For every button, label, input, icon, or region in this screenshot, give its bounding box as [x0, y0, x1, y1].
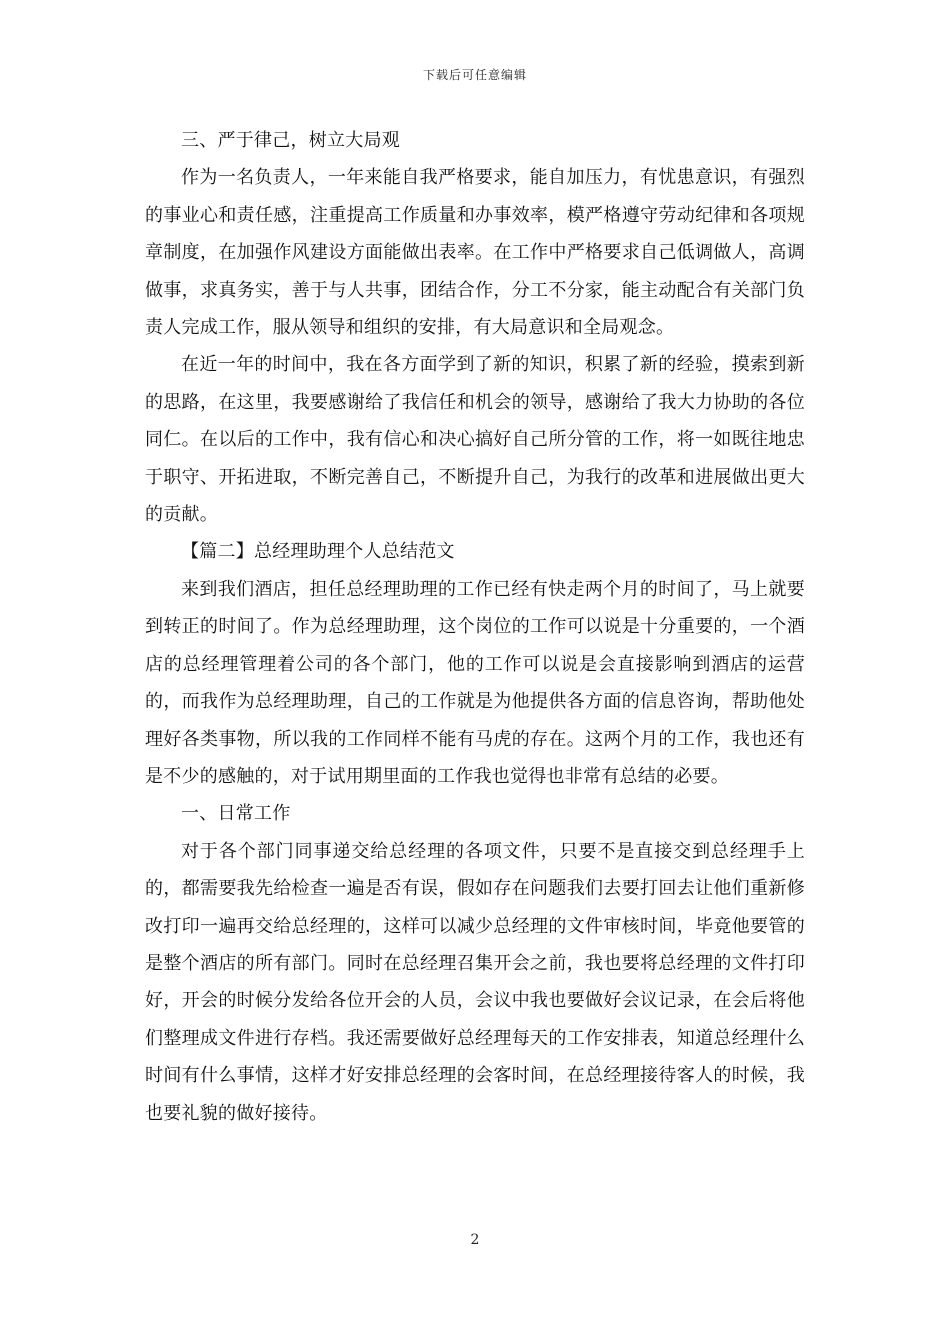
page-header: 下载后可任意编辑: [422, 68, 527, 82]
section-heading: 一、日常工作: [181, 803, 291, 825]
page-number: 2: [470, 1232, 480, 1248]
body-paragraph: 来到我们酒店，担任总经理助理的工作已经有快走两个月的时间了，马上就要到转正的时间了。作为总经理助理，这个岗位的工作可以说是十分重要的，一个酒店的总经理管理着公司的各个部门，他的工作可以说是会直接影响到酒店的运营的，而我作为总经理助理，自己的工作就是为他提供各方面的信息咨询，帮助他处理好各类事物，所以我的工作同样不能有马虎的存在。这两个月的工作，我也还有是不少的感触的，对于试用期里面的工作我也觉得也非常有总结的必要。: [145, 578, 805, 787]
section-heading: 三、严于律己，树立大局观: [181, 130, 400, 151]
document-body: [145, 122, 805, 1132]
article-title: 【篇二】总经理助理个人总结范文: [181, 541, 455, 563]
body-paragraph: 作为一名负责人，一年来能自我严格要求，能自加压力，有忧患意识，有强烈的事业心和责任感，注重提高工作质量和办事效率，模严格遵守劳动纪律和各项规章制度，在加强作风建设方面能做出表率。在工作中严格要求自己低调做人，高调做事，求真务实，善于与人共事，团结合作，分工不分家，能主动配合有关部门负责人完成工作，服从领导和组织的安排，有大局意识和全局观念。: [145, 167, 805, 339]
body-paragraph: 在近一年的时间中，我在各方面学到了新的知识，积累了新的经验，摸索到新的思路，在这里，我要感谢给了我信任和机会的领导，感谢给了我大力协助的各位同仁。在以后的工作中，我有信心和决心搞好自己所分管的工作，将一如既往地忠于职守、开拓进取，不断完善自己，不断提升自己，为我行的改革和进展做出更大的贡献。: [145, 354, 805, 526]
body-paragraph: 对于各个部门同事递交给总经理的各项文件，只要不是直接交到总经理手上的，都需要我先给检查一遍是否有误，假如存在问题我们去要打回去让他们重新修改打印一遍再交给总经理的，这样可以减少总经理的文件审核时间，毕竟他要管的是整个酒店的所有部门。同时在总经理召集开会之前，我也要将总经理的文件打印好，开会的时候分发给各位开会的人员，会议中我也要做好会议记录，在会后将他们整理成文件进行存档。我还需要做好总经理每天的工作安排表，知道总经理什么时间有什么事情，这样才好安排总经理的会客时间，在总经理接待客人的时候，我也要礼貌的做好接待。: [145, 840, 805, 1124]
